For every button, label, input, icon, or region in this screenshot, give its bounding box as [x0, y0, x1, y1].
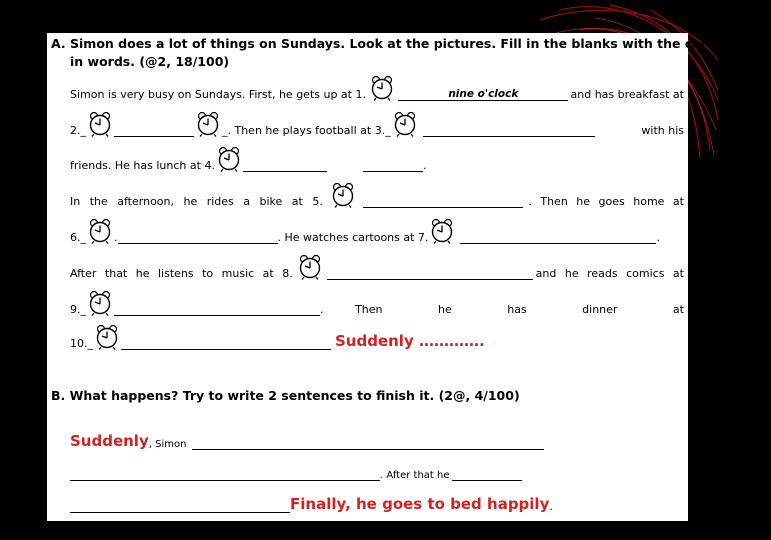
line2-text-end: with his	[641, 124, 684, 137]
exercise-line-8	[70, 330, 684, 350]
line8-suddenly: Suddenly ………….	[335, 332, 485, 350]
line3-text: friends. He has lunch at 4.	[70, 159, 215, 172]
section-b-line-3	[70, 493, 684, 513]
line5-num: 6._	[70, 231, 86, 244]
section-b-simon: , Simon	[148, 439, 187, 450]
line3-dot: .	[422, 159, 427, 172]
alarm-clock-icon	[93, 324, 121, 350]
section-b-blank-2[interactable]	[70, 468, 380, 481]
line3-blank[interactable]	[243, 159, 327, 172]
alarm-clock-icon	[329, 182, 357, 208]
line4-text-end: . Then he goes home at	[528, 195, 684, 208]
line6-blank[interactable]	[327, 267, 533, 280]
line1-text-end: and has breakfast at	[570, 88, 684, 101]
alarm-clock-icon	[391, 111, 419, 137]
line7-blank[interactable]	[114, 303, 320, 316]
line7-num: 9._	[70, 303, 86, 316]
alarm-clock-icon	[368, 75, 396, 101]
alarm-clock-icon	[428, 218, 456, 244]
section-a-title-line1: A. Simon does a lot of things on Sundays. Look at the pictures. Fill in the blanks with the correct time	[51, 36, 771, 51]
line5-dot: .	[114, 231, 118, 244]
exercise-line-6	[70, 260, 684, 280]
section-b-blank-3[interactable]	[452, 468, 522, 481]
line2-blank-2[interactable]	[423, 124, 595, 137]
line5-end: .	[656, 231, 660, 244]
section-b-blank-1[interactable]	[192, 437, 544, 450]
line2-text: _. Then he plays football at 3._	[222, 124, 391, 137]
line4-blank[interactable]	[363, 195, 523, 208]
line5-text: . He watches cartoons at 7.	[277, 231, 429, 244]
line8-num: 10._	[70, 337, 93, 350]
line4-text: In the afternoon, he rides a bike at 5.	[70, 195, 323, 208]
alarm-clock-icon	[194, 111, 222, 137]
exercise-line-5	[70, 224, 684, 244]
section-b-after-that: . After that he	[380, 470, 450, 481]
alarm-clock-icon	[296, 254, 324, 280]
line6-text: After that he listens to music at 8.	[70, 267, 293, 280]
line3-blank-2[interactable]	[363, 159, 423, 172]
exercise-line-3	[70, 152, 684, 172]
line7-text-end: Then he has dinner at	[355, 303, 684, 316]
line2-num: 2._	[70, 124, 86, 137]
alarm-clock-icon	[86, 290, 114, 316]
line1-text: Simon is very busy on Sundays. First, he gets up at 1.	[70, 88, 366, 101]
alarm-clock-icon	[86, 218, 114, 244]
line7-dot: .	[320, 303, 324, 316]
line8-blank[interactable]	[121, 337, 331, 350]
alarm-clock-icon	[86, 111, 114, 137]
section-b-line-2	[70, 461, 684, 481]
line5-blank-2[interactable]	[460, 231, 656, 244]
exercise-line-4	[70, 188, 684, 208]
line5-blank[interactable]	[118, 231, 278, 244]
line1-answer[interactable]: nine o'clock	[398, 88, 568, 101]
section-b-title: B. What happens? Try to write 2 sentences to finish it. (2@, 4/100)	[51, 388, 520, 403]
line2-blank[interactable]	[114, 124, 194, 137]
section-b-period: .	[549, 500, 553, 513]
worksheet	[47, 33, 771, 521]
line6-text-end: and he reads comics at	[535, 267, 684, 280]
alarm-clock-icon	[215, 146, 243, 172]
section-b-finally: Finally, he goes to bed happily	[290, 495, 550, 513]
exercise-line-7	[70, 296, 684, 316]
section-b-blank-4[interactable]	[70, 500, 290, 513]
section-b-line-1	[70, 430, 684, 450]
exercise-line-2	[70, 117, 684, 137]
section-b-suddenly: Suddenly	[70, 432, 149, 450]
section-a-title-line2: in words. (@2, 18/100)	[70, 54, 230, 69]
exercise-line-1	[70, 81, 684, 101]
